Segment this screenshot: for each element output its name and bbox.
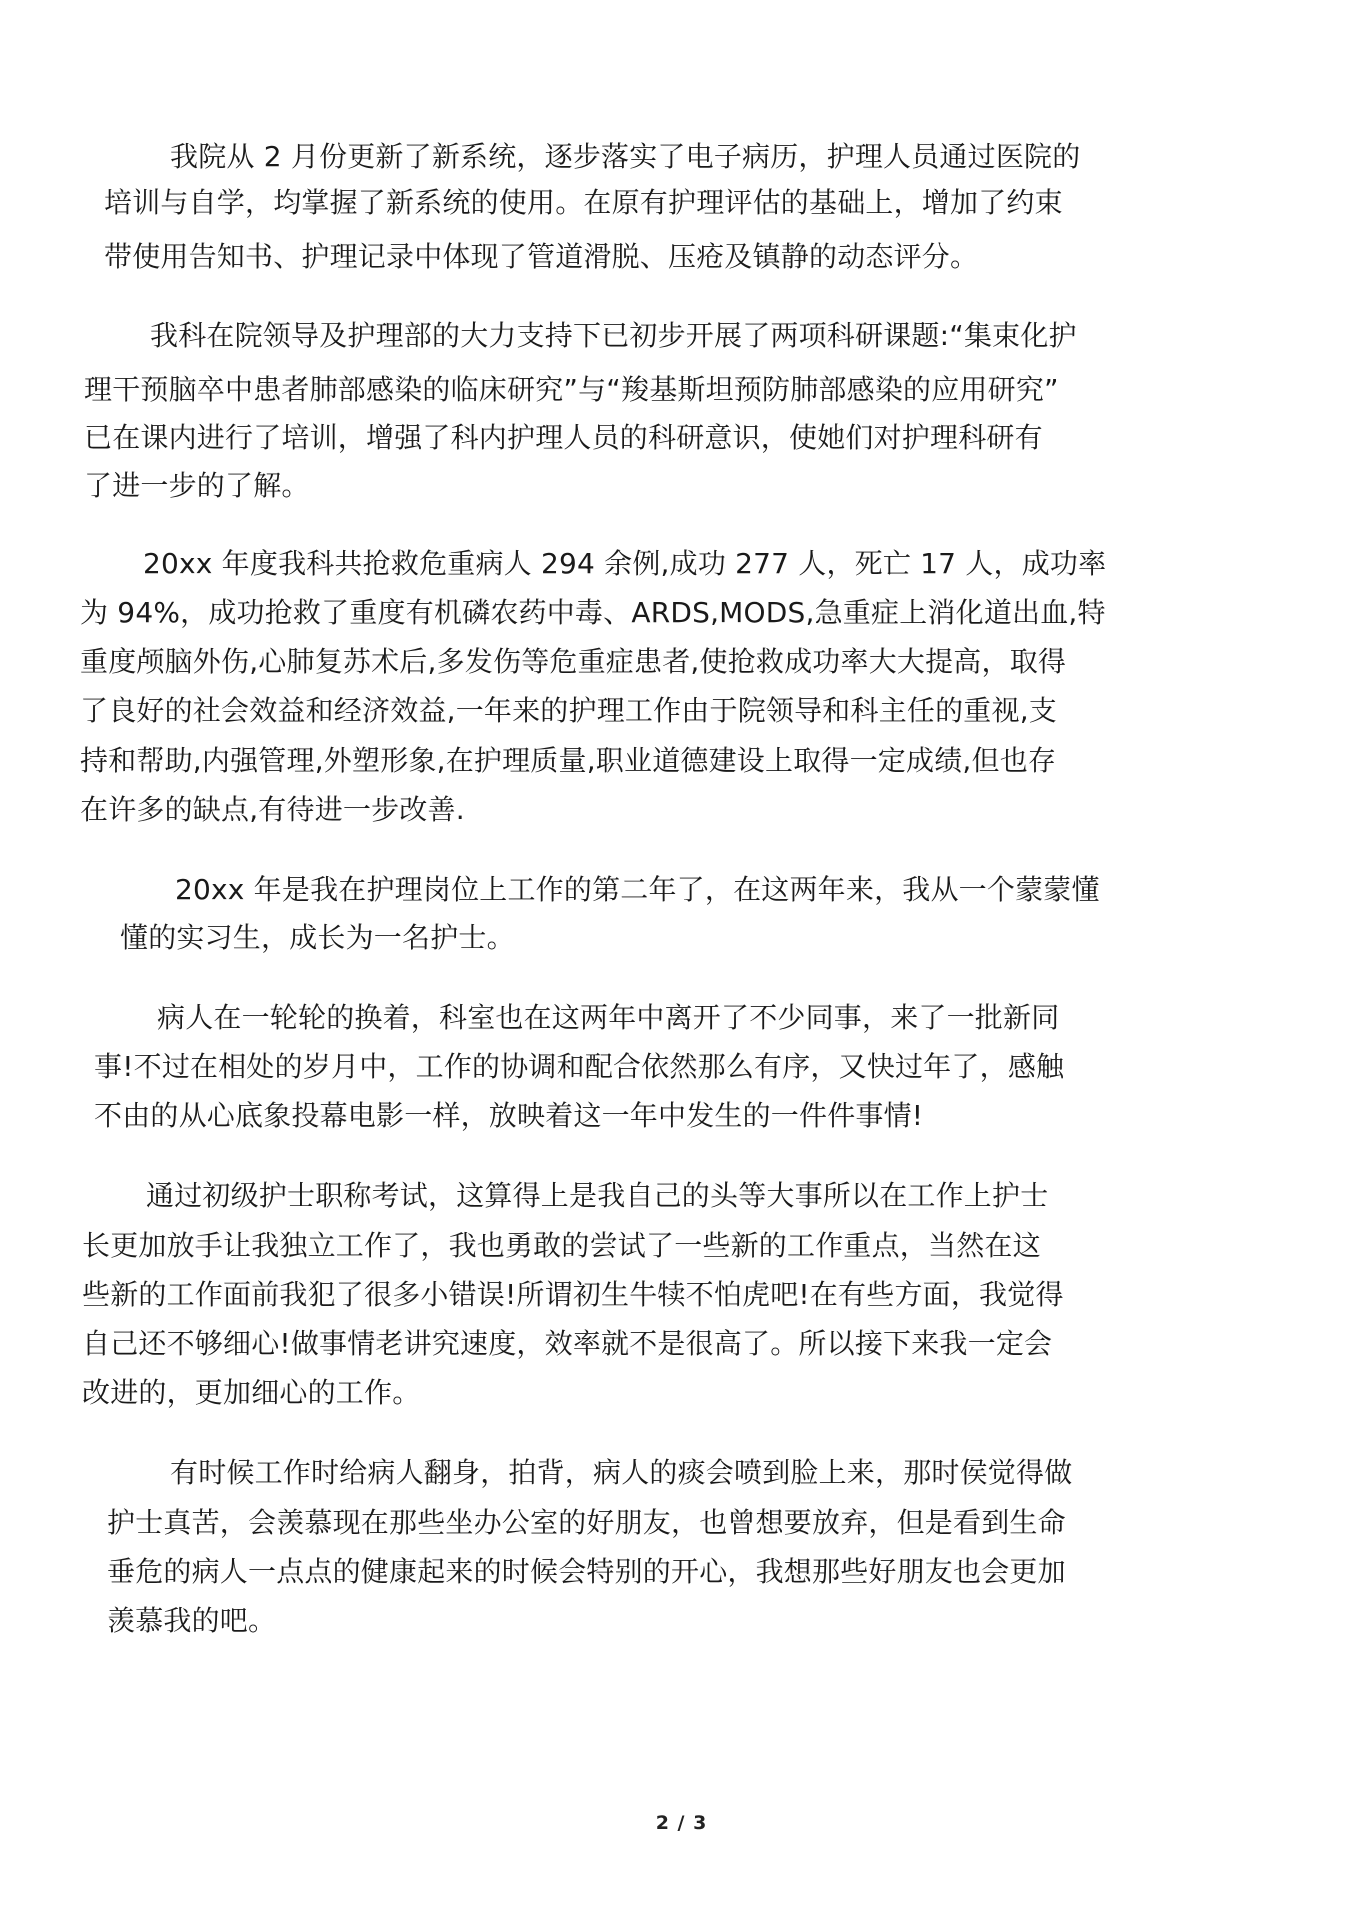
paragraph-4-line-2: 懂的实习生，成长为一名护士。 [120,921,515,954]
paragraph-2-line-2: 理干预脑卒中患者肺部感染的临床研究”与“羧基斯坦预防肺部感染的应用研究” [84,373,1059,406]
paragraph-3-line-6: 在许多的缺点,有待进一步改善. [80,793,465,826]
paragraph-6-line-4: 自己还不够细心!做事情老讲究速度，效率就不是很高了。所以接下来我一定会 [82,1327,1053,1360]
paragraph-6-line-2: 长更加放手让我独立工作了，我也勇敢的尝试了一些新的工作重点，当然在这 [82,1229,1041,1262]
paragraph-3-line-1: 20xx 年度我科共抢救危重病人 294 余例,成功 277 人，死亡 17 人，成功率 [143,547,1107,580]
paragraph-5-line-1: 病人在一轮轮的换着，科室也在这两年中离开了不少同事，来了一批新同 [157,1001,1060,1034]
page-number: 2 / 3 [655,1812,708,1834]
paragraph-5-line-3: 不由的从心底象投幕电影一样，放映着这一年中发生的一件件事情! [94,1099,924,1132]
paragraph-2-line-1: 我科在院领导及护理部的大力支持下已初步开展了两项科研课题:“集束化护 [150,319,1077,352]
paragraph-6-line-1: 通过初级护士职称考试，这算得上是我自己的头等大事所以在工作上护士 [146,1179,1049,1212]
paragraph-7-line-4: 羡慕我的吧。 [107,1604,277,1637]
paragraph-3-line-5: 持和帮助,内强管理,外塑形象,在护理质量,职业道德建设上取得一定成绩,但也存 [80,744,1057,777]
paragraph-3-line-4: 了良好的社会效益和经济效益,一年来的护理工作由于院领导和科主任的重视,支 [80,694,1058,727]
paragraph-3-line-3: 重度颅脑外伤,心肺复苏术后,多发伤等危重症患者,使抢救成功率大大提高，取得 [80,645,1067,678]
paragraph-2-line-4: 了进一步的了解。 [84,469,310,502]
paragraph-4-line-1: 20xx 年是我在护理岗位上工作的第二年了，在这两年来，我从一个蒙蒙懂 [175,873,1100,906]
paragraph-1-line-1: 我院从 2 月份更新了新系统，逐步落实了电子病历，护理人员通过医院的 [170,140,1081,173]
paragraph-7-line-1: 有时候工作时给病人翻身，拍背，病人的痰会喷到脸上来，那时侯觉得做 [170,1456,1073,1489]
paragraph-6-line-5: 改进的，更加细心的工作。 [82,1376,421,1409]
paragraph-7-line-3: 垂危的病人一点点的健康起来的时候会特别的开心，我想那些好朋友也会更加 [107,1555,1066,1588]
paragraph-5-line-2: 事!不过在相处的岁月中，工作的协调和配合依然那么有序，又快过年了，感触 [94,1050,1065,1083]
paragraph-1-line-2: 培训与自学，均掌握了新系统的使用。在原有护理评估的基础上，增加了约束 [104,186,1063,219]
paragraph-2-line-3: 已在课内进行了培训，增强了科内护理人员的科研意识，使她们对护理科研有 [84,421,1043,454]
paragraph-1-line-3: 带使用告知书、护理记录中体现了管道滑脱、压疮及镇静的动态评分。 [104,240,979,273]
paragraph-3-line-2: 为 94%，成功抢救了重度有机磷农药中毒、ARDS,MODS,急重症上消化道出血,特 [80,596,1106,629]
paragraph-7-line-2: 护士真苦，会羡慕现在那些坐办公室的好朋友，也曾想要放弃，但是看到生命 [107,1506,1066,1539]
paragraph-6-line-3: 些新的工作面前我犯了很多小错误!所谓初生牛犊不怕虎吧!在有些方面，我觉得 [82,1278,1064,1311]
